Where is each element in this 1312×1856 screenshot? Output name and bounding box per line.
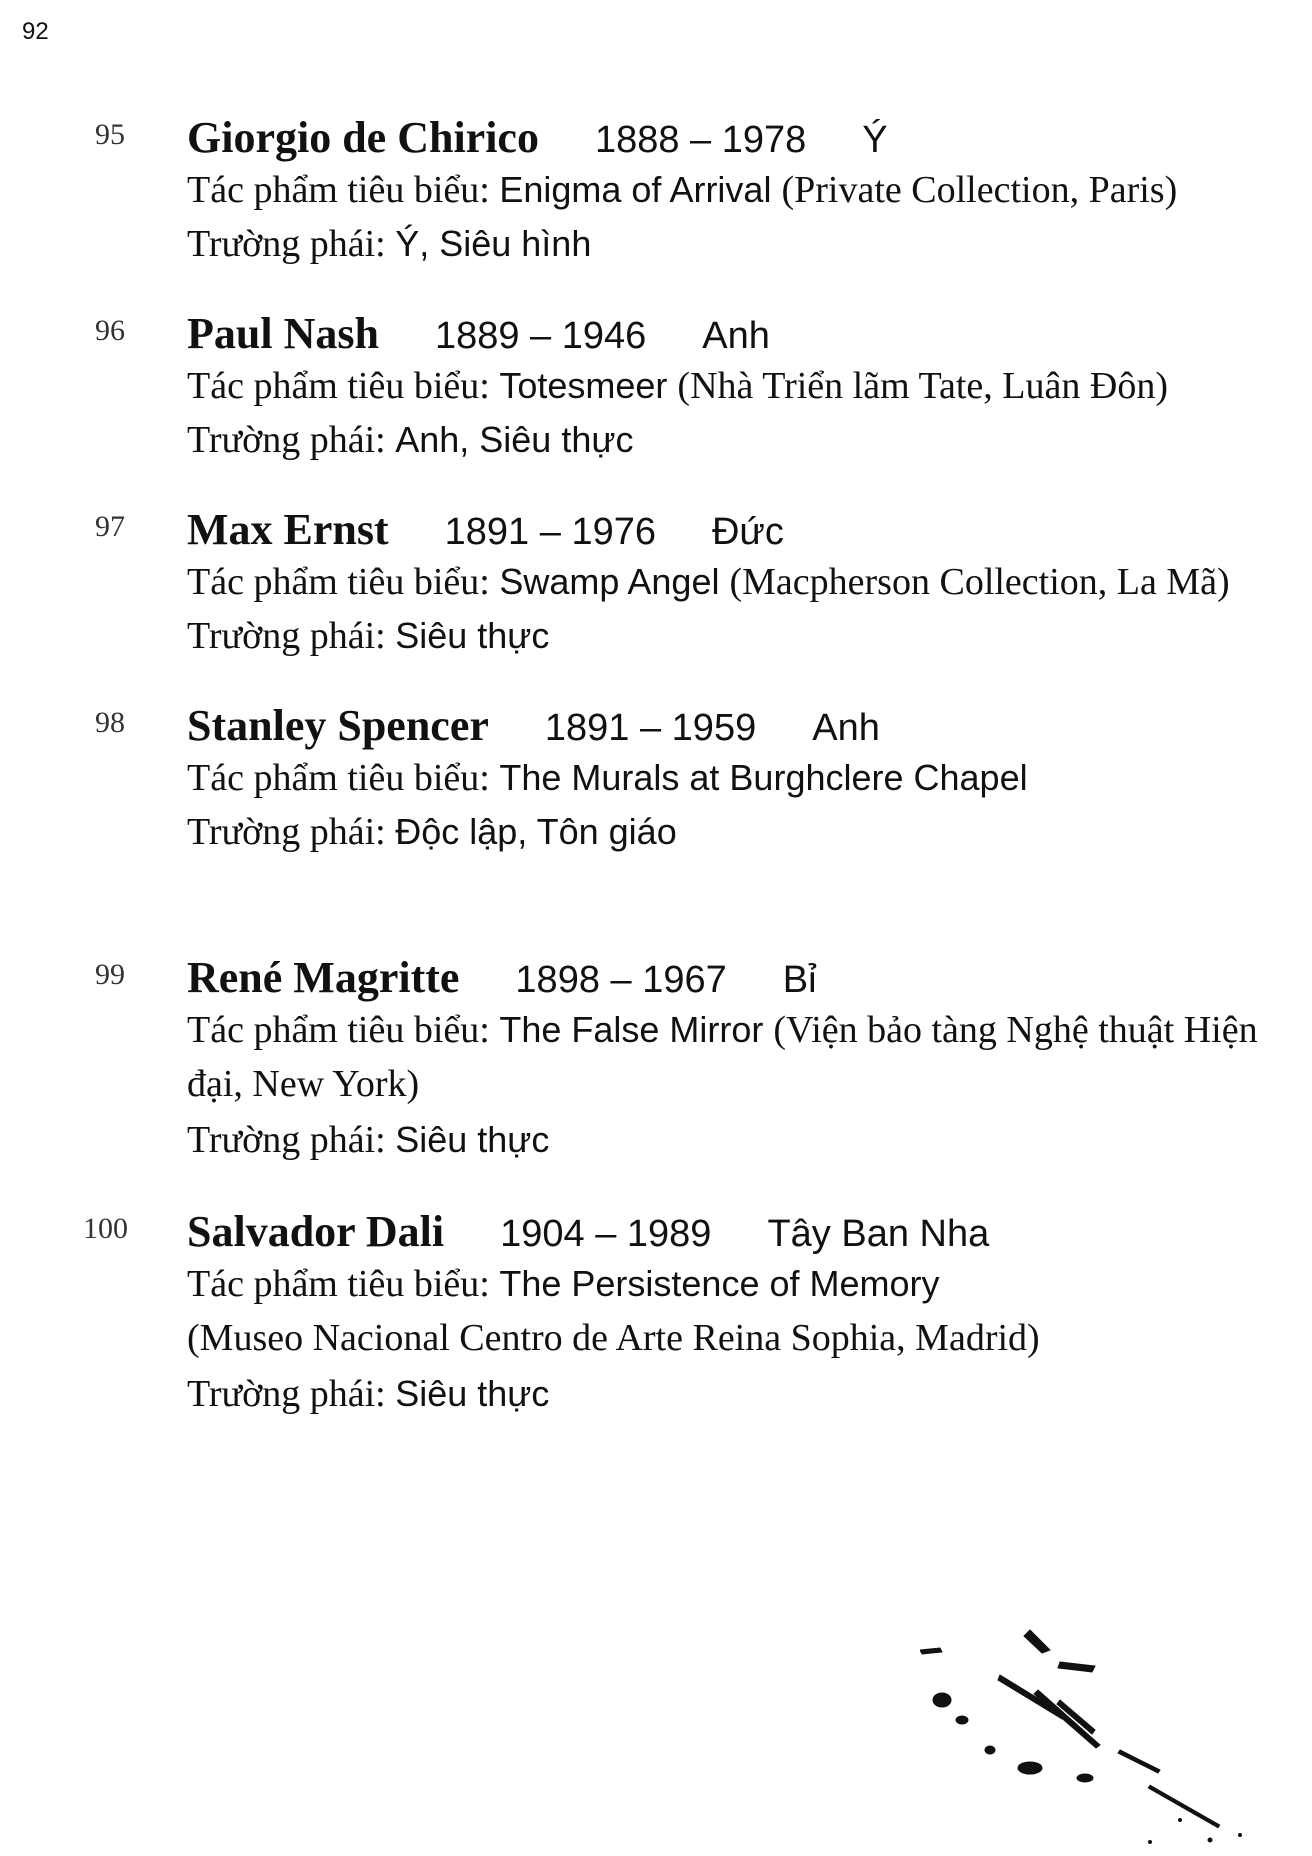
school-value: Độc lập, Tôn giáo bbox=[395, 811, 677, 852]
school-value: Ý, Siêu hình bbox=[395, 223, 592, 264]
artist-name: Max Ernst bbox=[187, 505, 389, 554]
work-title: The False Mirror bbox=[499, 1009, 774, 1050]
artist-country: Tây Ban Nha bbox=[767, 1213, 990, 1255]
artist-name: Salvador Dali bbox=[187, 1207, 445, 1256]
school-value: Anh, Siêu thực bbox=[395, 419, 634, 460]
work-location: (Macpherson Collection, La Mã) bbox=[729, 561, 1230, 603]
scan-artifact-marks bbox=[920, 1620, 1300, 1850]
representative-work bbox=[187, 560, 1230, 604]
art-school bbox=[187, 222, 591, 266]
representative-work bbox=[187, 756, 1028, 800]
work-location-continued: đại, New York) bbox=[187, 1063, 420, 1105]
school-label: Trường phái: bbox=[187, 1119, 396, 1161]
artist-years: 1898 – 1967 bbox=[515, 959, 727, 1001]
representative-work-continued bbox=[187, 1062, 419, 1106]
artist-years: 1888 – 1978 bbox=[594, 119, 807, 161]
artist-years: 1891 – 1976 bbox=[444, 511, 656, 553]
work-location: (Museo Nacional Centro de Arte Reina Sophia, Madrid) bbox=[187, 1317, 1040, 1359]
artist-country: Anh bbox=[702, 315, 770, 357]
representative-work bbox=[187, 1262, 940, 1306]
art-school bbox=[187, 810, 677, 854]
school-label: Trường phái: bbox=[187, 419, 396, 461]
entry-heading bbox=[187, 504, 784, 555]
school-value: Siêu thực bbox=[395, 1119, 550, 1160]
entry-heading bbox=[187, 308, 770, 359]
work-title: Enigma of Arrival bbox=[499, 169, 782, 210]
work-label: Tác phẩm tiêu biểu: bbox=[187, 1009, 500, 1051]
art-school bbox=[187, 1372, 549, 1416]
artist-years: 1889 – 1946 bbox=[434, 315, 647, 357]
school-label: Trường phái: bbox=[187, 1373, 396, 1415]
work-title: The Murals at Burghclere Chapel bbox=[499, 757, 1028, 798]
work-label: Tác phẩm tiêu biểu: bbox=[187, 757, 500, 799]
entry-heading bbox=[187, 952, 817, 1003]
representative-work bbox=[187, 168, 1177, 212]
art-school bbox=[187, 614, 549, 658]
artist-name: Stanley Spencer bbox=[187, 701, 489, 750]
work-title: Totesmeer bbox=[499, 365, 678, 406]
entry-heading bbox=[187, 700, 880, 751]
entry-number: 95 bbox=[95, 118, 125, 151]
school-label: Trường phái: bbox=[187, 811, 396, 853]
entry-heading bbox=[187, 1206, 989, 1257]
entry-number: 97 bbox=[95, 510, 125, 543]
artist-country: Ý bbox=[862, 119, 888, 161]
work-title: Swamp Angel bbox=[499, 561, 730, 602]
work-location: (Private Collection, Paris) bbox=[781, 169, 1178, 211]
artist-name: René Magritte bbox=[187, 953, 460, 1002]
entry-number: 96 bbox=[95, 314, 125, 347]
school-label: Trường phái: bbox=[187, 223, 396, 265]
school-label: Trường phái: bbox=[187, 615, 396, 657]
artist-country: Anh bbox=[812, 707, 880, 749]
artist-years: 1891 – 1959 bbox=[544, 707, 757, 749]
representative-work bbox=[187, 364, 1168, 408]
work-label: Tác phẩm tiêu biểu: bbox=[187, 561, 500, 603]
entry-number: 99 bbox=[95, 958, 125, 991]
work-label: Tác phẩm tiêu biểu: bbox=[187, 169, 500, 211]
art-school bbox=[187, 1118, 549, 1162]
work-label: Tác phẩm tiêu biểu: bbox=[187, 1263, 500, 1305]
entry-number: 98 bbox=[95, 706, 125, 739]
entry-number: 100 bbox=[83, 1212, 128, 1245]
school-value: Siêu thực bbox=[395, 1373, 550, 1414]
representative-work-continued bbox=[187, 1316, 1040, 1360]
page-number: 92 bbox=[22, 18, 49, 45]
entry-heading bbox=[187, 112, 888, 163]
work-location: (Nhà Triển lãm Tate, Luân Đôn) bbox=[677, 365, 1168, 407]
artist-name: Giorgio de Chirico bbox=[187, 113, 539, 162]
artist-country: Bỉ bbox=[782, 959, 817, 1001]
work-location: (Viện bảo tàng Nghệ thuật Hiện bbox=[773, 1009, 1258, 1051]
artist-name: Paul Nash bbox=[187, 309, 379, 358]
representative-work bbox=[187, 1008, 1258, 1052]
artist-years: 1904 – 1989 bbox=[500, 1213, 712, 1255]
work-title: The Persistence of Memory bbox=[499, 1263, 940, 1304]
art-school bbox=[187, 418, 633, 462]
artist-country: Đức bbox=[711, 511, 784, 553]
school-value: Siêu thực bbox=[395, 615, 550, 656]
work-label: Tác phẩm tiêu biểu: bbox=[187, 365, 500, 407]
